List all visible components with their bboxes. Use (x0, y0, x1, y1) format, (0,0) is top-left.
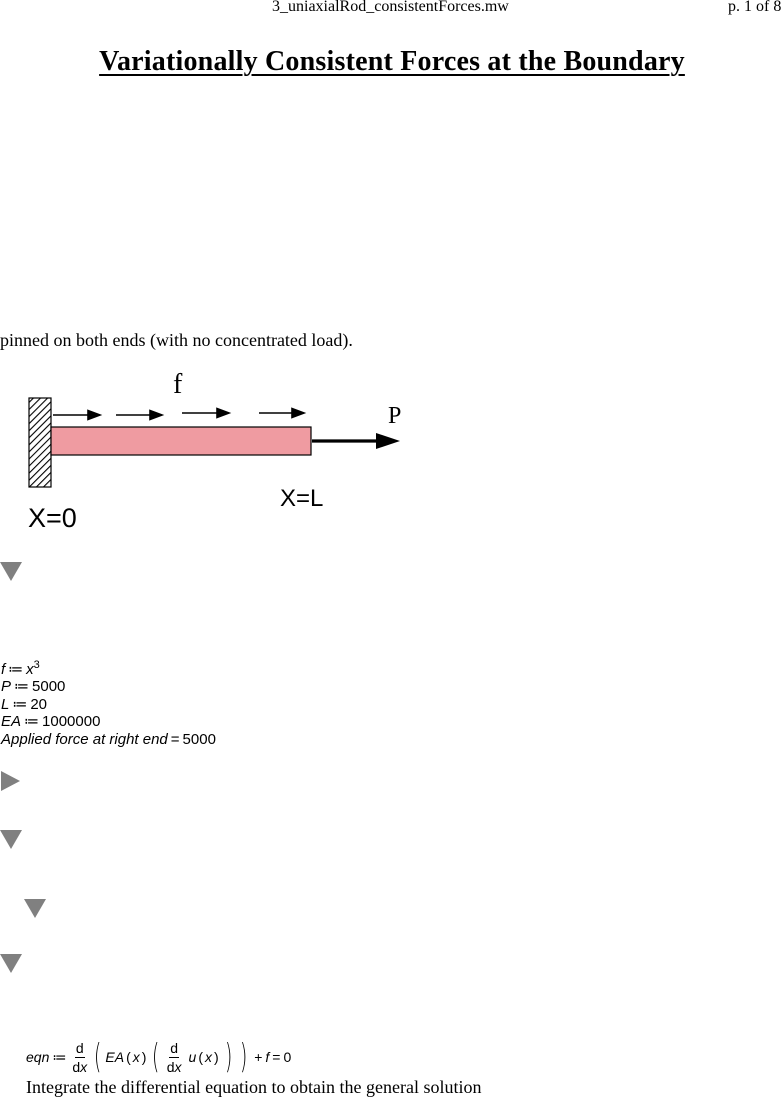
rod-body (51, 427, 311, 455)
distributed-load-label: f (173, 369, 183, 400)
subsection-toggle-expanded-icon[interactable] (24, 899, 46, 918)
fixed-wall-support (29, 398, 51, 487)
page-number: p. 1 of 8 (728, 0, 782, 15)
point-load-label: P (388, 403, 402, 429)
differential-equation: eqn ≔ $\frac{d}{dx}$ ( EA ( x ) ( $\frac{d}{dx}$ u ( x ) ) ) + f = 0 (26, 1037, 292, 1077)
rod-diagram (0, 360, 440, 540)
document-filename: 3_uniaxialRod_consistentForces.mw (272, 0, 509, 15)
section-toggle-collapsed-icon[interactable] (1, 771, 20, 791)
page-title: Variationally Consistent Forces at the Boundary (99, 46, 685, 77)
integrate-instruction: Integrate the differential equation to obtain the general solution (26, 1077, 482, 1097)
section-toggle-expanded-icon[interactable] (0, 830, 22, 849)
param-L: L ≔ 20 (1, 695, 48, 713)
left-end-label: X=0 (28, 503, 77, 533)
section-toggle-expanded-icon[interactable] (0, 954, 22, 973)
parameter-block (1, 661, 216, 748)
param-f: f ≔ $x^3$ (1, 659, 40, 678)
param-EA: EA ≔ 1000000 (1, 713, 101, 731)
derivative-operator: $\frac{d}{dx}$ (72, 1039, 88, 1075)
param-P: P ≔ 5000 (1, 678, 66, 696)
intro-text: pinned on both ends (with no concentrated load). (0, 330, 353, 350)
inner-derivative-operator: $\frac{d}{dx}$ (166, 1039, 182, 1075)
point-load-arrow (312, 433, 400, 449)
applied-force-output: Applied force at right end = 5000 (1, 730, 216, 748)
distributed-load-arrows (53, 409, 304, 420)
section-toggle-expanded-icon[interactable] (0, 562, 22, 581)
right-end-label: X=L (280, 485, 324, 512)
